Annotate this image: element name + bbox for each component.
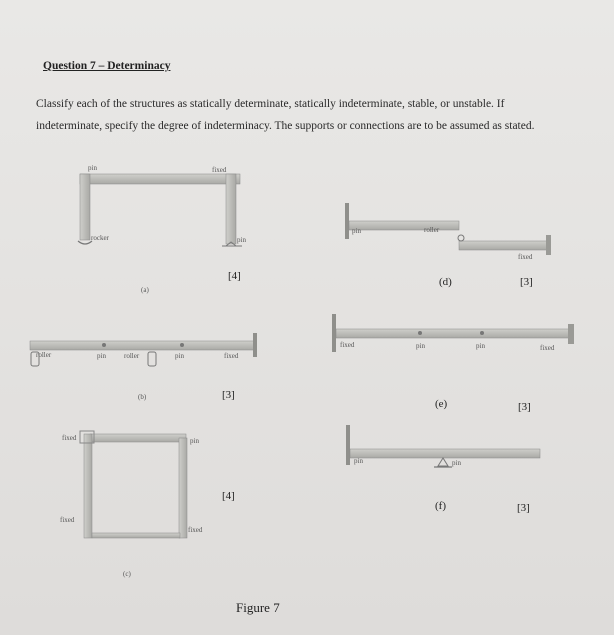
roller-connection-icon — [458, 235, 464, 241]
pin-connection-icon — [180, 343, 184, 347]
pin-connection-icon — [418, 331, 422, 335]
structure-e — [332, 314, 574, 413]
label-rocker: rocker — [91, 234, 109, 242]
marks-b: [3] — [222, 389, 235, 401]
label-pin: pin — [237, 236, 246, 244]
label-fixed: fixed — [188, 526, 203, 534]
marks-d: [3] — [520, 276, 533, 288]
column-left — [84, 434, 92, 538]
label-fixed: fixed — [224, 352, 239, 360]
pin-connection-icon — [102, 343, 106, 347]
marks-a: [4] — [228, 270, 241, 282]
caption-f: (f) — [435, 500, 446, 512]
caption-c: (c) — [123, 570, 131, 578]
label-roller: roller — [124, 352, 140, 360]
label-fixed: fixed — [340, 341, 355, 349]
marks-c: [4] — [222, 490, 235, 502]
label-roller: roller — [424, 226, 440, 234]
column-right — [179, 438, 187, 538]
label-pin: pin — [476, 342, 485, 350]
label-pin: pin — [452, 459, 461, 467]
caption-d: (d) — [439, 276, 452, 288]
beam — [80, 174, 240, 184]
beam — [336, 329, 570, 338]
wall-support-icon — [346, 425, 350, 465]
beam-bottom — [92, 533, 180, 538]
structure-f — [346, 425, 540, 514]
fixed-support-icon — [253, 333, 257, 357]
label-pin: pin — [97, 352, 106, 360]
caption-a: (a) — [141, 286, 149, 294]
label-pin: pin — [352, 227, 361, 235]
label-pin: pin — [88, 164, 97, 172]
label-roller: roller — [36, 351, 52, 359]
label-fixed: fixed — [518, 253, 533, 261]
structure-c — [60, 431, 235, 578]
label-pin: pin — [354, 457, 363, 465]
question-title: Question 7 – Determinacy — [43, 60, 171, 72]
label-pin: pin — [175, 352, 184, 360]
wall-support-icon — [332, 314, 336, 352]
roller-support-icon — [148, 352, 156, 366]
pin-support-icon — [438, 458, 448, 466]
label-fixed: fixed — [60, 516, 75, 524]
beam — [30, 341, 255, 350]
caption-e: (e) — [435, 398, 448, 410]
label-fixed: fixed — [540, 344, 555, 352]
caption-b: (b) — [138, 393, 147, 401]
rocker-support-icon — [78, 241, 92, 244]
beam — [350, 449, 540, 458]
question-intro: Classify each of the structures as statically determinate, statically indeterminate, stable, or unstable. If indeterminate, specify the degree of indeterminacy. The supports or connections are to be assumed as stated. — [36, 98, 535, 132]
label-fixed: fixed — [62, 434, 77, 442]
beam-right — [459, 241, 547, 250]
label-fixed: fixed — [212, 166, 227, 174]
structure-d — [345, 203, 551, 288]
pin-connection-icon — [480, 331, 484, 335]
label-pin: pin — [416, 342, 425, 350]
beam-top — [90, 434, 186, 442]
column-right — [226, 174, 236, 244]
marks-f: [3] — [517, 502, 530, 514]
marks-e: [3] — [518, 401, 531, 413]
label-pin: pin — [190, 437, 199, 445]
structure-b — [30, 333, 257, 401]
beam-left — [349, 221, 459, 230]
wall-support-icon — [345, 203, 349, 239]
fixed-support-icon — [546, 235, 551, 255]
figure-title: Figure 7 — [236, 600, 280, 615]
fixed-support-icon — [568, 324, 574, 344]
column-left — [80, 174, 90, 240]
structure-a — [78, 164, 246, 294]
